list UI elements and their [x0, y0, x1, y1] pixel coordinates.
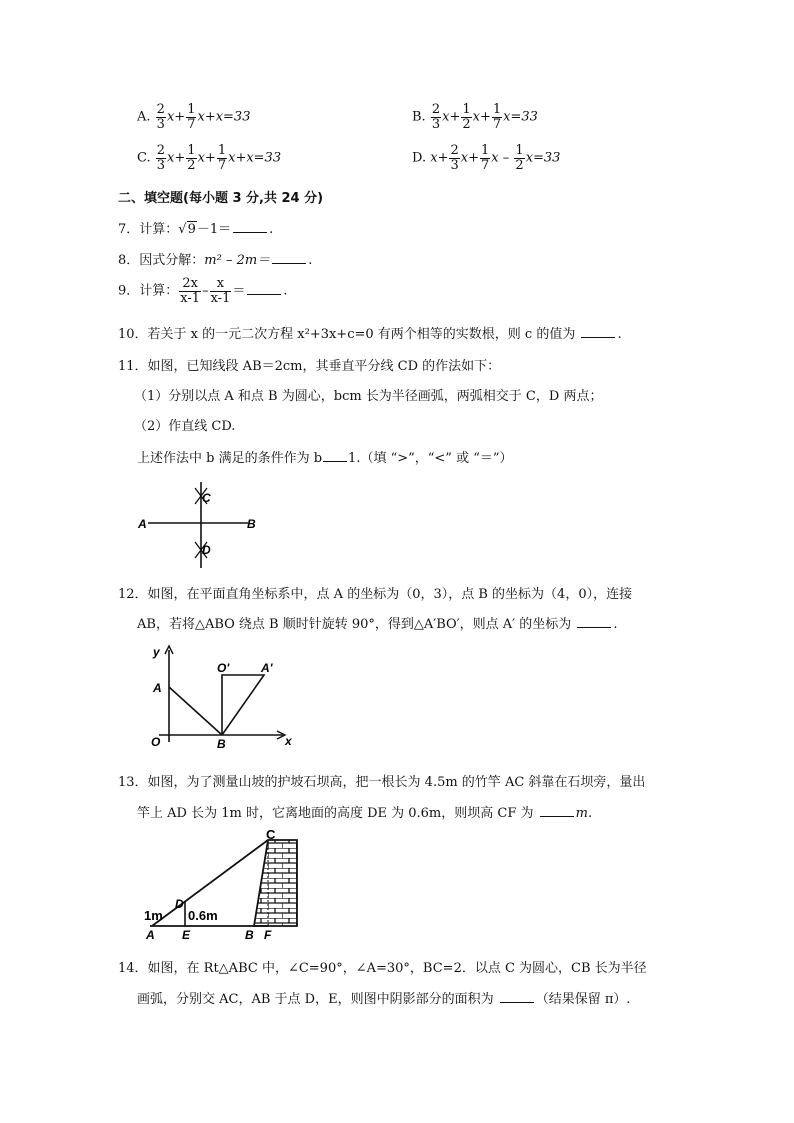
- question-9: 9．计算： $\frac{2x}{x-1}$ – $\frac{x}{x-1}$ ＝ .: [118, 276, 288, 306]
- q7-tail: －1＝: [196, 222, 232, 237]
- q7-radicand: 9: [187, 222, 196, 237]
- answer-blank[interactable]: [323, 460, 347, 462]
- q7-number: 7．: [118, 222, 140, 237]
- label-b: B: [217, 737, 226, 751]
- option-c-label: C.: [137, 150, 151, 166]
- label-o-prime: O': [217, 661, 230, 675]
- label-y: y: [153, 645, 160, 659]
- q12-line2: AB，若将△ABO 绕点 B 顺时针旋转 90°，得到△A′BO′，则点 A′ 的坐标为 .: [137, 617, 618, 632]
- label-f: F: [264, 928, 272, 942]
- q10-text: 10．若关于 x 的一元二次方程 x²+3x+c=0 有两个相等的实数根，则 c 的值为: [118, 327, 576, 342]
- label-a: A: [146, 928, 155, 942]
- q14-line2: 画弧，分别交 AC，AB 于点 D，E，则图中阴影部分的面积为 （结果保留 π）.: [137, 992, 631, 1007]
- option-c-tail: x+x=33: [228, 150, 282, 166]
- option-a-label: A.: [137, 109, 151, 125]
- q12-figure: [145, 642, 295, 752]
- option-b-tail: x=33: [503, 109, 538, 125]
- option-b-label: B.: [412, 109, 426, 125]
- q13-line1: 13．如图，为了测量山坡的护坡石坝高，把一根长为 4.5m 的竹竿 AC 斜靠在石坝旁，量出: [118, 775, 646, 790]
- label-b: B: [245, 928, 254, 942]
- section-title: 二、填空题(每小题 3 分,共 24 分): [118, 191, 324, 206]
- option-d-tail: x=33: [525, 150, 561, 166]
- answer-blank[interactable]: [577, 626, 611, 628]
- option-c: C. $\frac{2}{3}$ x+ $\frac{1}{2}$ x+ $\frac{1}{7}$ x+x=33: [137, 143, 282, 173]
- label-1m: 1m: [144, 908, 163, 923]
- label-c: C: [202, 491, 211, 505]
- answer-blank[interactable]: [581, 336, 615, 338]
- q11-line4: 上述作法中 b 满足的条件作为 b 1.（填 “>”，“<” 或 “＝”）: [137, 451, 513, 466]
- q8-number: 8．: [118, 253, 140, 268]
- label-a: A: [138, 517, 147, 531]
- question-7: 7．计算：√9－1＝ .: [118, 222, 274, 237]
- q9-prefix: 计算：: [139, 283, 179, 299]
- sqrt-symbol: √: [178, 222, 187, 237]
- answer-blank[interactable]: [233, 231, 267, 233]
- fraction-2: $\frac{x}{x-1}$: [210, 276, 231, 306]
- option-a: A. $\frac{2}{3}$ x+ $\frac{1}{7}$ x+x=33: [137, 102, 251, 132]
- question-8: 8．因式分解：m² – 2m＝ .: [118, 253, 313, 268]
- q9-number: 9．: [118, 283, 140, 299]
- option-d: D. x+ $\frac{2}{3}$ x+ $\frac{1}{7}$ x – $\frac{1}{2}$ x=33: [412, 143, 561, 173]
- label-a: A: [153, 681, 162, 695]
- q11-line1: 11．如图，已知线段 AB＝2cm，其垂直平分线 CD 的作法如下：: [118, 359, 501, 374]
- option-a-tail: x+x=33: [197, 109, 251, 125]
- q8-prefix: 因式分解：: [139, 253, 205, 268]
- label-d: D: [202, 543, 211, 557]
- label-e: E: [182, 928, 191, 942]
- q11-line3: （2）作直线 CD.: [134, 419, 236, 434]
- label-x: x: [285, 734, 292, 748]
- answer-blank[interactable]: [272, 262, 306, 264]
- answer-blank[interactable]: [247, 293, 281, 295]
- label-0-6m: 0.6m: [188, 908, 218, 923]
- option-d-label: D.: [412, 150, 427, 166]
- question-10: 10．若关于 x 的一元二次方程 x²+3x+c=0 有两个相等的实数根，则 c 的值为 .: [118, 327, 622, 342]
- option-b: B. $\frac{2}{3}$ x+ $\frac{1}{2}$ x+ $\frac{1}{7}$ x=33: [412, 102, 538, 132]
- q13-figure: [142, 828, 302, 946]
- fraction-1: $\frac{2x}{x-1}$: [180, 276, 201, 306]
- answer-blank[interactable]: [500, 1001, 534, 1003]
- answer-blank[interactable]: [540, 815, 574, 817]
- q14-line1: 14．如图，在 Rt△ABC 中，∠C=90°，∠A=30°，BC=2．以点 C 为圆心，CB 长为半径: [118, 961, 647, 976]
- label-o: O: [151, 735, 161, 749]
- label-d: D: [175, 897, 184, 911]
- q7-prefix: 计算：: [139, 222, 179, 237]
- q12-line1: 12．如图，在平面直角坐标系中，点 A 的坐标为（0，3），点 B 的坐标为（4，0），连接: [118, 587, 633, 602]
- q8-expr: m² – 2m＝: [204, 253, 271, 268]
- label-a-prime: A': [261, 661, 273, 675]
- q11-figure: [138, 478, 268, 570]
- q13-line2: 竿上 AD 长为 1m 时，它离地面的高度 DE 为 0.6m，则坝高 CF 为 m.: [137, 806, 593, 821]
- label-c: C: [266, 827, 276, 842]
- label-b: B: [247, 517, 256, 531]
- q11-line2: （1）分别以点 A 和点 B 为圆心，bcm 长为半径画弧，两弧相交于 C，D 两点；: [134, 389, 603, 404]
